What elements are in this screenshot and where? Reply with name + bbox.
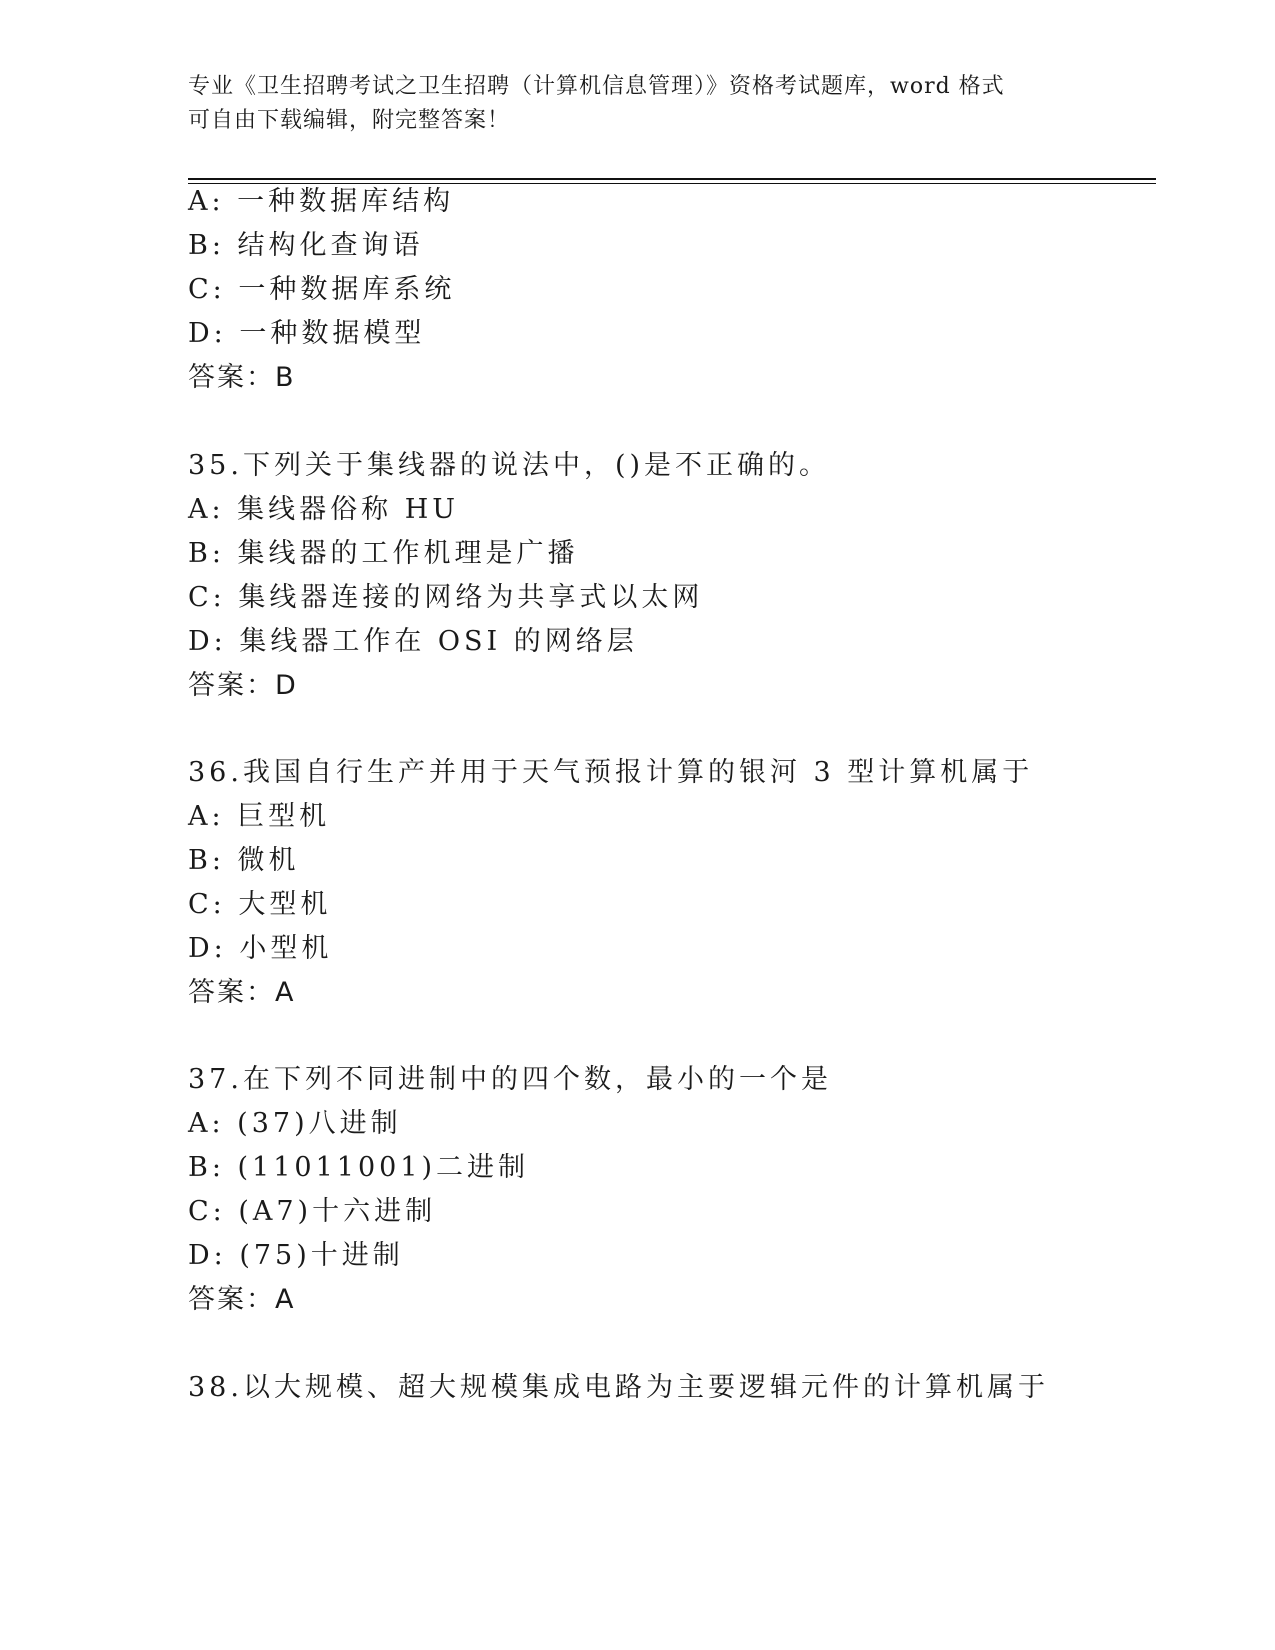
q36-option-c: C: 大型机 (188, 889, 332, 920)
q36-answer: 答案：A (188, 977, 296, 1008)
header-divider-thick (188, 178, 1156, 180)
q37-option-d: D: (75)十进制 (188, 1240, 404, 1271)
q37-stem: 37.在下列不同进制中的四个数，最小的一个是 (188, 1064, 832, 1095)
header-line-1: 专业《卫生招聘考试之卫生招聘（计算机信息管理）》资格考试题库，word 格式 (188, 74, 1005, 99)
q35-option-c: C: 集线器连接的网络为共享式以太网 (188, 582, 704, 613)
q34-option-c: C: 一种数据库系统 (188, 274, 456, 305)
q34-option-b: B: 结构化查询语 (188, 230, 424, 261)
q36-stem: 36.我国自行生产并用于天气预报计算的银河 3 型计算机属于 (188, 757, 1034, 788)
document-header (188, 70, 1088, 138)
q37-answer: 答案：A (188, 1284, 296, 1315)
q35-option-b: B: 集线器的工作机理是广播 (188, 538, 579, 569)
q36-option-b: B: 微机 (188, 845, 300, 876)
q36-option-a: A: 巨型机 (188, 801, 331, 832)
q37-option-a: A: (37)八进制 (188, 1108, 402, 1139)
q37-option-b: B: (11011001)二进制 (188, 1152, 530, 1183)
q35-stem: 35.下列关于集线器的说法中，()是不正确的。 (188, 450, 831, 481)
q34-option-a: A: 一种数据库结构 (188, 186, 455, 217)
q37-option-c: C: (A7)十六进制 (188, 1196, 437, 1227)
q38-stem: 38.以大规模、超大规模集成电路为主要逻辑元件的计算机属于 (188, 1372, 1049, 1403)
q36-option-d: D: 小型机 (188, 933, 333, 964)
q34-option-d: D: 一种数据模型 (188, 318, 426, 349)
q35-option-d: D: 集线器工作在 OSI 的网络层 (188, 626, 638, 657)
q35-answer: 答案：D (188, 670, 298, 701)
header-line-2: 可自由下载编辑，附完整答案！ (188, 108, 511, 133)
q34-answer: 答案：B (188, 362, 296, 393)
q35-option-a: A: 集线器俗称 HU (188, 494, 460, 525)
